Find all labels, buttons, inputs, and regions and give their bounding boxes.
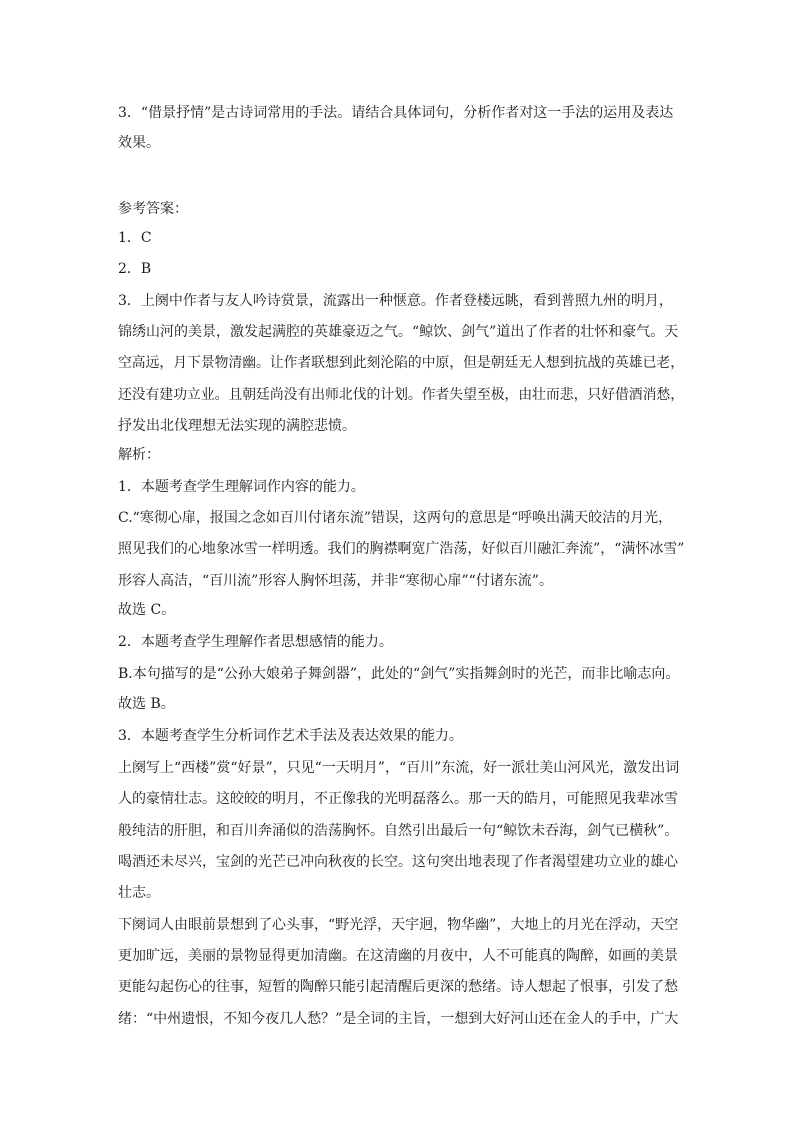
answers-heading: 参考答案： bbox=[118, 201, 188, 217]
analysis-1-line: 照见我们的心地象冰雪一样明透。我们的胸襟啊宽广浩荡，好似百川融汇奔流”，“满怀冰雪” bbox=[118, 541, 685, 557]
answer-3-line: 空高远，月下景物清幽。让作者联想到此刻沦陷的中原，但是朝廷无人想到抗战的英雄已老， bbox=[118, 355, 685, 371]
question-3-line-1: 3．“借景抒情”是古诗词常用的手法。请结合具体词句，分析作者对这一手法的运用及表达 bbox=[118, 105, 674, 121]
analysis-3a-line: 喝酒还未尽兴，宝剑的光芒已冲向秋夜的长空。这句突出地表现了作者渴望建功立业的雄心 bbox=[118, 854, 678, 870]
analysis-3b-line: 下阕词人由眼前景想到了心头事，“野光浮，天宇迥，物华幽”，大地上的月光在浮动，天空 bbox=[118, 917, 679, 933]
analysis-2-conclusion: 故选 B。 bbox=[118, 696, 175, 712]
analysis-1-line: 形容人高洁，“百川流”形容人胸怀坦荡，并非“寒彻心扉”“付诸东流”。 bbox=[118, 573, 553, 589]
analysis-3a-line: 壮志。 bbox=[118, 885, 160, 901]
analysis-heading: 解析： bbox=[118, 447, 160, 463]
analysis-3b-line: 绪：“中州遗恨，不知今夜几人愁？”是全词的主旨，一想到大好河山还在金人的手中，广大 bbox=[118, 1011, 679, 1027]
analysis-1-title: 1．本题考查学生理解词作内容的能力。 bbox=[118, 479, 365, 495]
answer-3-line: 锦绣山河的美景，激发起满腔的英雄豪迈之气。“鲸饮、剑气”道出了作者的壮怀和豪气。天 bbox=[118, 324, 679, 340]
analysis-3b-line: 更能勾起伤心的往事，短暂的陶醉只能引起清醒后更深的愁绪。诗人想起了恨事，引发了愁 bbox=[118, 979, 678, 995]
answer-2: 2．B bbox=[118, 261, 152, 277]
analysis-3b-line: 更加旷远，美丽的景物显得更加清幽。在这清幽的月夜中，人不可能真的陶醉，如画的美景 bbox=[118, 948, 678, 964]
analysis-3a-line: 般纯洁的肝胆，和百川奔涌似的浩荡胸怀。自然引出最后一句“鲸饮未吞海，剑气已横秋”。 bbox=[118, 823, 679, 839]
question-3-line-2: 效果。 bbox=[118, 135, 160, 151]
analysis-2-title: 2．本题考查学生理解作者思想感情的能力。 bbox=[118, 634, 393, 650]
analysis-2-line: B.本句描写的是“公孙大娘弟子舞剑器”，此处的“剑气”实指舞剑时的光芒，而非比喻志向。 bbox=[118, 666, 680, 682]
answer-3-line: 3．上阕中作者与友人吟诗赏景，流露出一种惬意。作者登楼远眺，看到普照九州的明月， bbox=[118, 293, 673, 309]
analysis-3-title: 3．本题考查学生分析词作艺术手法及表达效果的能力。 bbox=[118, 728, 463, 744]
answer-1: 1．C bbox=[118, 230, 152, 246]
analysis-3a-line: 人的豪情壮志。这皎皎的明月，不正像我的光明磊落么。那一天的皓月，可能照见我辈冰雪 bbox=[118, 791, 678, 807]
analysis-1-conclusion: 故选 C。 bbox=[118, 602, 176, 618]
analysis-1-line: C.“寒彻心扉，报国之念如百川付诸东流”错误，这两句的意思是“呼唤出满天皎洁的月光， bbox=[118, 510, 673, 526]
analysis-3a-line: 上阕写上“西楼”赏“好景”，只见“一天明月”，“百川”东流，好一派壮美山河风光，激发出词 bbox=[118, 760, 680, 776]
answer-3-line: 还没有建功立业。且朝廷尚没有出师北伐的计划。作者失望至极，由壮而悲，只好借酒消愁， bbox=[118, 387, 685, 403]
answer-3-line: 抒发出北伐理想无法实现的满腔悲愤。 bbox=[118, 418, 356, 434]
